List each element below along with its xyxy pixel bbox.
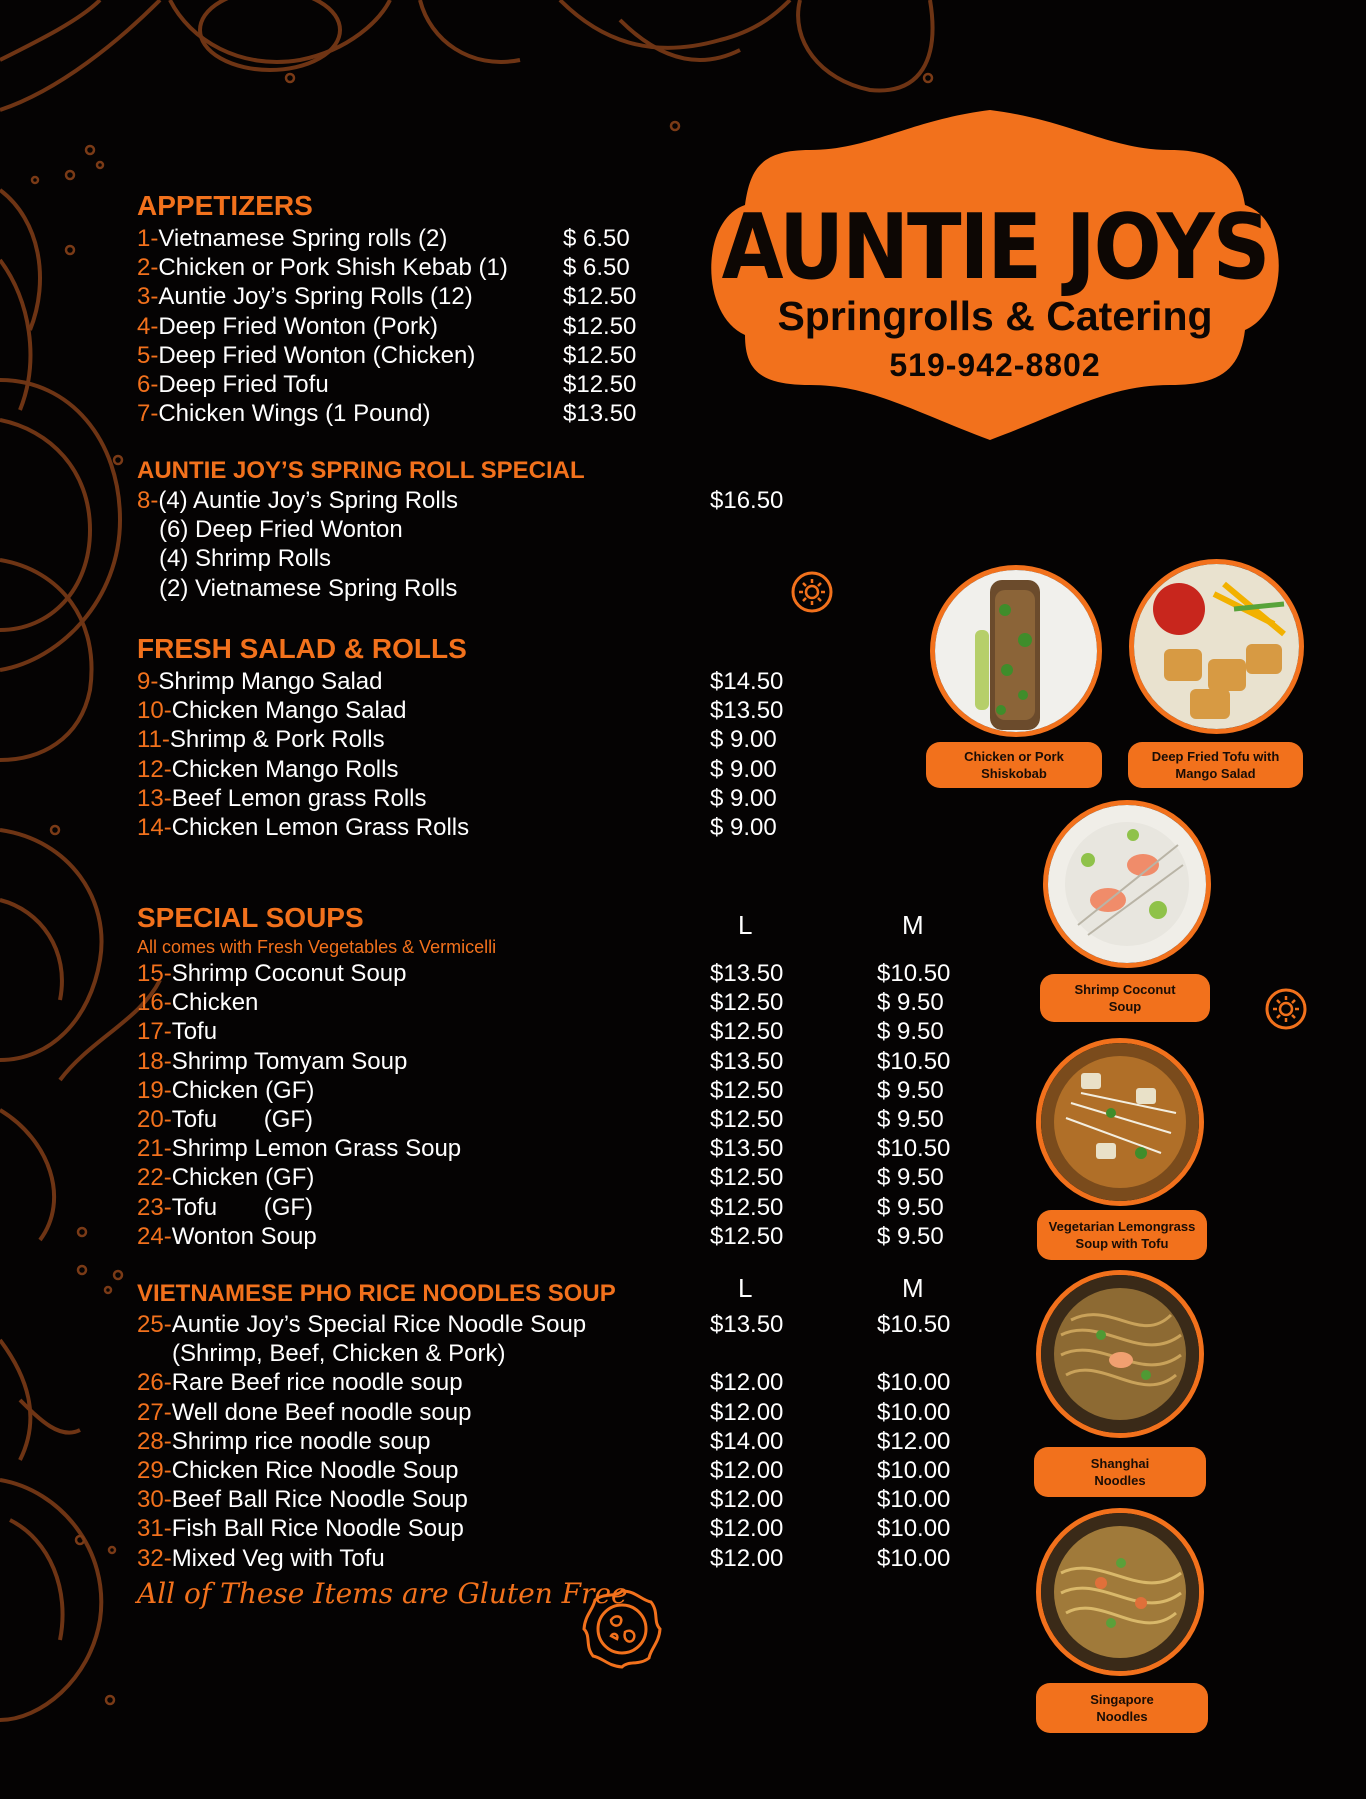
item-price: $14.50	[710, 668, 784, 695]
ornament-icon	[1264, 987, 1308, 1031]
menu-item: 24-Wonton Soup $12.50 $ 9.50	[137, 1222, 944, 1250]
menu-item: 25-Auntie Joy’s Special Rice Noodle Soup $13.50 $10.50	[137, 1311, 951, 1338]
caption-singapore-noodles: Singapore Noodles	[1036, 1683, 1208, 1733]
menu-item: 17-Tofu $12.50 $ 9.50	[137, 1018, 944, 1046]
menu-item: 3-Auntie Joy’s Spring Rolls (12) $12.50	[137, 283, 637, 311]
price-large: $12.50	[710, 1222, 784, 1250]
price-large: $12.00	[710, 1486, 784, 1514]
price-large: $13.50	[710, 1047, 784, 1075]
price-large: $12.50	[710, 989, 784, 1017]
price-large: $14.00	[710, 1427, 784, 1455]
menu-item: 20-Tofu (GF) $12.50 $ 9.50	[137, 1105, 944, 1133]
item-price: $13.50	[710, 697, 784, 725]
item-price: $ 6.50	[563, 254, 630, 282]
lemongrass-soup-photo	[1036, 1038, 1204, 1206]
soups-title: SPECIAL SOUPS	[137, 902, 364, 933]
menu-item-line: (2) Vietnamese Spring Rolls	[159, 574, 458, 602]
item-price: $12.50	[563, 341, 637, 369]
lemongrass-soup-image	[1041, 1043, 1199, 1201]
menu-item: 11-Shrimp & Pork Rolls $ 9.00	[137, 726, 777, 754]
size-medium-header: M	[902, 1273, 924, 1303]
fried-tofu-photo	[1129, 559, 1304, 734]
price-large: $12.00	[710, 1515, 784, 1543]
price-large: $12.50	[710, 1164, 784, 1192]
price-medium: $10.00	[877, 1456, 951, 1484]
coconut-soup-image	[1048, 805, 1206, 963]
price-large: $12.50	[710, 1193, 784, 1221]
price-medium: $ 9.50	[877, 1222, 944, 1250]
price-large: $13.50	[710, 960, 784, 987]
menu-item: 13-Beef Lemon grass Rolls $ 9.00	[137, 784, 777, 812]
pho-title: VIETNAMESE PHO RICE NOODLES SOUP	[137, 1280, 616, 1307]
menu-item: 1-Vietnamese Spring rolls (2) $ 6.50	[137, 225, 630, 252]
shish-kebab-photo	[930, 565, 1102, 737]
price-large: $12.00	[710, 1398, 784, 1426]
menu-item: 18-Shrimp Tomyam Soup $13.50 $10.50	[137, 1047, 951, 1075]
menu-item: 9-Shrimp Mango Salad $14.50	[137, 668, 784, 695]
menu-item: 2-Chicken or Pork Shish Kebab (1) $ 6.50	[137, 254, 630, 282]
item-price: $ 9.00	[710, 813, 777, 841]
item-price: $12.50	[563, 283, 637, 311]
ornament-icon	[790, 570, 834, 614]
menu-item: 12-Chicken Mango Rolls $ 9.00	[137, 755, 777, 783]
price-large: $12.00	[710, 1544, 784, 1572]
menu-item: 4-Deep Fried Wonton (Pork) $12.50	[137, 312, 637, 340]
price-large: $12.50	[710, 1105, 784, 1133]
shanghai-noodles-photo	[1036, 1270, 1204, 1438]
menu-item: 29-Chicken Rice Noodle Soup $12.00 $10.00	[137, 1456, 951, 1484]
menu-item-line: (4) Shrimp Rolls	[159, 545, 332, 573]
caption-lemongrass-soup: Vegetarian Lemongrass Soup with Tofu	[1037, 1210, 1207, 1260]
price-medium: $10.00	[877, 1486, 951, 1514]
menu-item: 21-Shrimp Lemon Grass Soup $13.50 $10.50	[137, 1135, 951, 1163]
price-large: $12.00	[710, 1456, 784, 1484]
price-medium: $10.50	[877, 1135, 951, 1163]
price-medium: $ 9.50	[877, 1018, 944, 1046]
menu-item: 5-Deep Fried Wonton (Chicken) $12.50	[137, 341, 637, 369]
menu-item: 15-Shrimp Coconut Soup $13.50 $10.50	[137, 960, 951, 987]
item-price: $13.50	[563, 400, 637, 428]
size-large-header: L	[738, 1273, 753, 1303]
brand-phone[interactable]: 519-942-8802	[889, 347, 1101, 383]
item-price: $12.50	[563, 370, 637, 398]
menu-item: 32-Mixed Veg with Tofu $12.00 $10.00	[137, 1544, 951, 1572]
soups-list	[137, 959, 951, 1251]
price-medium: $10.00	[877, 1544, 951, 1572]
menu-item: 27-Well done Beef noodle soup $12.00 $10.00	[137, 1398, 951, 1426]
brand-name: AUNTIE JOYS	[721, 195, 1269, 300]
logo-badge	[700, 110, 1290, 440]
menu-item: 23-Tofu (GF) $12.50 $ 9.50	[137, 1193, 944, 1221]
price-large: $13.50	[710, 1311, 784, 1338]
appetizers-list	[137, 224, 637, 428]
item-price: $ 9.00	[710, 755, 777, 783]
caption-coconut-soup: Shrimp Coconut Soup	[1040, 974, 1210, 1022]
special-title: AUNTIE JOY’S SPRING ROLL SPECIAL	[137, 457, 585, 484]
menu-item: 6-Deep Fried Tofu $12.50	[137, 370, 637, 398]
singapore-noodles-photo	[1036, 1508, 1204, 1676]
menu-item: 30-Beef Ball Rice Noodle Soup $12.00 $10.00	[137, 1486, 951, 1514]
item-price: $ 6.50	[563, 225, 630, 252]
price-large: $13.50	[710, 1135, 784, 1163]
price-medium: $ 9.50	[877, 989, 944, 1017]
menu-item: 19-Chicken (GF) $12.50 $ 9.50	[137, 1076, 944, 1104]
special-list	[137, 486, 784, 603]
menu-item: 10-Chicken Mango Salad $13.50	[137, 697, 784, 725]
price-medium: $10.00	[877, 1369, 951, 1397]
menu-item: 26-Rare Beef rice noodle soup $12.00 $10.00	[137, 1369, 951, 1397]
salad-list	[137, 667, 784, 842]
menu-item-line: (Shrimp, Beef, Chicken & Pork)	[172, 1340, 506, 1368]
shish-kebab-image	[935, 570, 1097, 732]
menu-item: 14-Chicken Lemon Grass Rolls $ 9.00	[137, 813, 777, 841]
price-medium: $10.50	[877, 960, 951, 987]
menu-item: 8-(4) Auntie Joy’s Spring Rolls $16.50	[137, 487, 784, 514]
gluten-free-note: All of These Items are Gluten Free	[137, 1577, 628, 1610]
item-price: $ 9.00	[710, 726, 777, 754]
price-medium: $10.50	[877, 1047, 951, 1075]
spices-icon	[581, 1588, 663, 1670]
caption-fried-tofu: Deep Fried Tofu with Mango Salad	[1128, 742, 1303, 788]
price-medium: $ 9.50	[877, 1193, 944, 1221]
caption-shanghai-noodles: Shanghai Noodles	[1034, 1447, 1206, 1497]
item-price: $16.50	[710, 487, 784, 514]
size-medium-header: M	[902, 910, 924, 940]
size-large-header: L	[738, 910, 753, 940]
item-price: $ 9.00	[710, 784, 777, 812]
menu-item: 28-Shrimp rice noodle soup $14.00 $12.00	[137, 1427, 951, 1455]
fried-tofu-image	[1134, 564, 1299, 729]
price-medium: $10.00	[877, 1515, 951, 1543]
price-large: $12.50	[710, 1076, 784, 1104]
menu-item: 31-Fish Ball Rice Noodle Soup $12.00 $10.00	[137, 1515, 951, 1543]
caption-shish-kebab: Chicken or Pork Shiskobab	[926, 742, 1102, 788]
singapore-noodles-image	[1041, 1513, 1199, 1671]
brand-tagline: Springrolls & Catering	[777, 293, 1213, 339]
salad-title: FRESH SALAD & ROLLS	[137, 633, 467, 664]
shanghai-noodles-image	[1041, 1275, 1199, 1433]
menu-item: 22-Chicken (GF) $12.50 $ 9.50	[137, 1164, 944, 1192]
price-large: $12.50	[710, 1018, 784, 1046]
coconut-soup-photo	[1043, 800, 1211, 968]
pho-list	[137, 1310, 951, 1573]
price-medium: $ 9.50	[877, 1105, 944, 1133]
price-medium: $ 9.50	[877, 1076, 944, 1104]
menu-item-line: (6) Deep Fried Wonton	[159, 516, 403, 544]
menu-item: 16-Chicken $12.50 $ 9.50	[137, 989, 944, 1017]
price-medium: $12.00	[877, 1427, 951, 1455]
price-large: $12.00	[710, 1369, 784, 1397]
price-medium: $ 9.50	[877, 1164, 944, 1192]
soups-subtitle: All comes with Fresh Vegetables & Vermicelli	[137, 937, 497, 957]
item-price: $12.50	[563, 312, 637, 340]
appetizers-title: APPETIZERS	[137, 190, 313, 221]
menu-item: 7-Chicken Wings (1 Pound) $13.50	[137, 400, 637, 428]
price-medium: $10.00	[877, 1398, 951, 1426]
price-medium: $10.50	[877, 1311, 951, 1338]
